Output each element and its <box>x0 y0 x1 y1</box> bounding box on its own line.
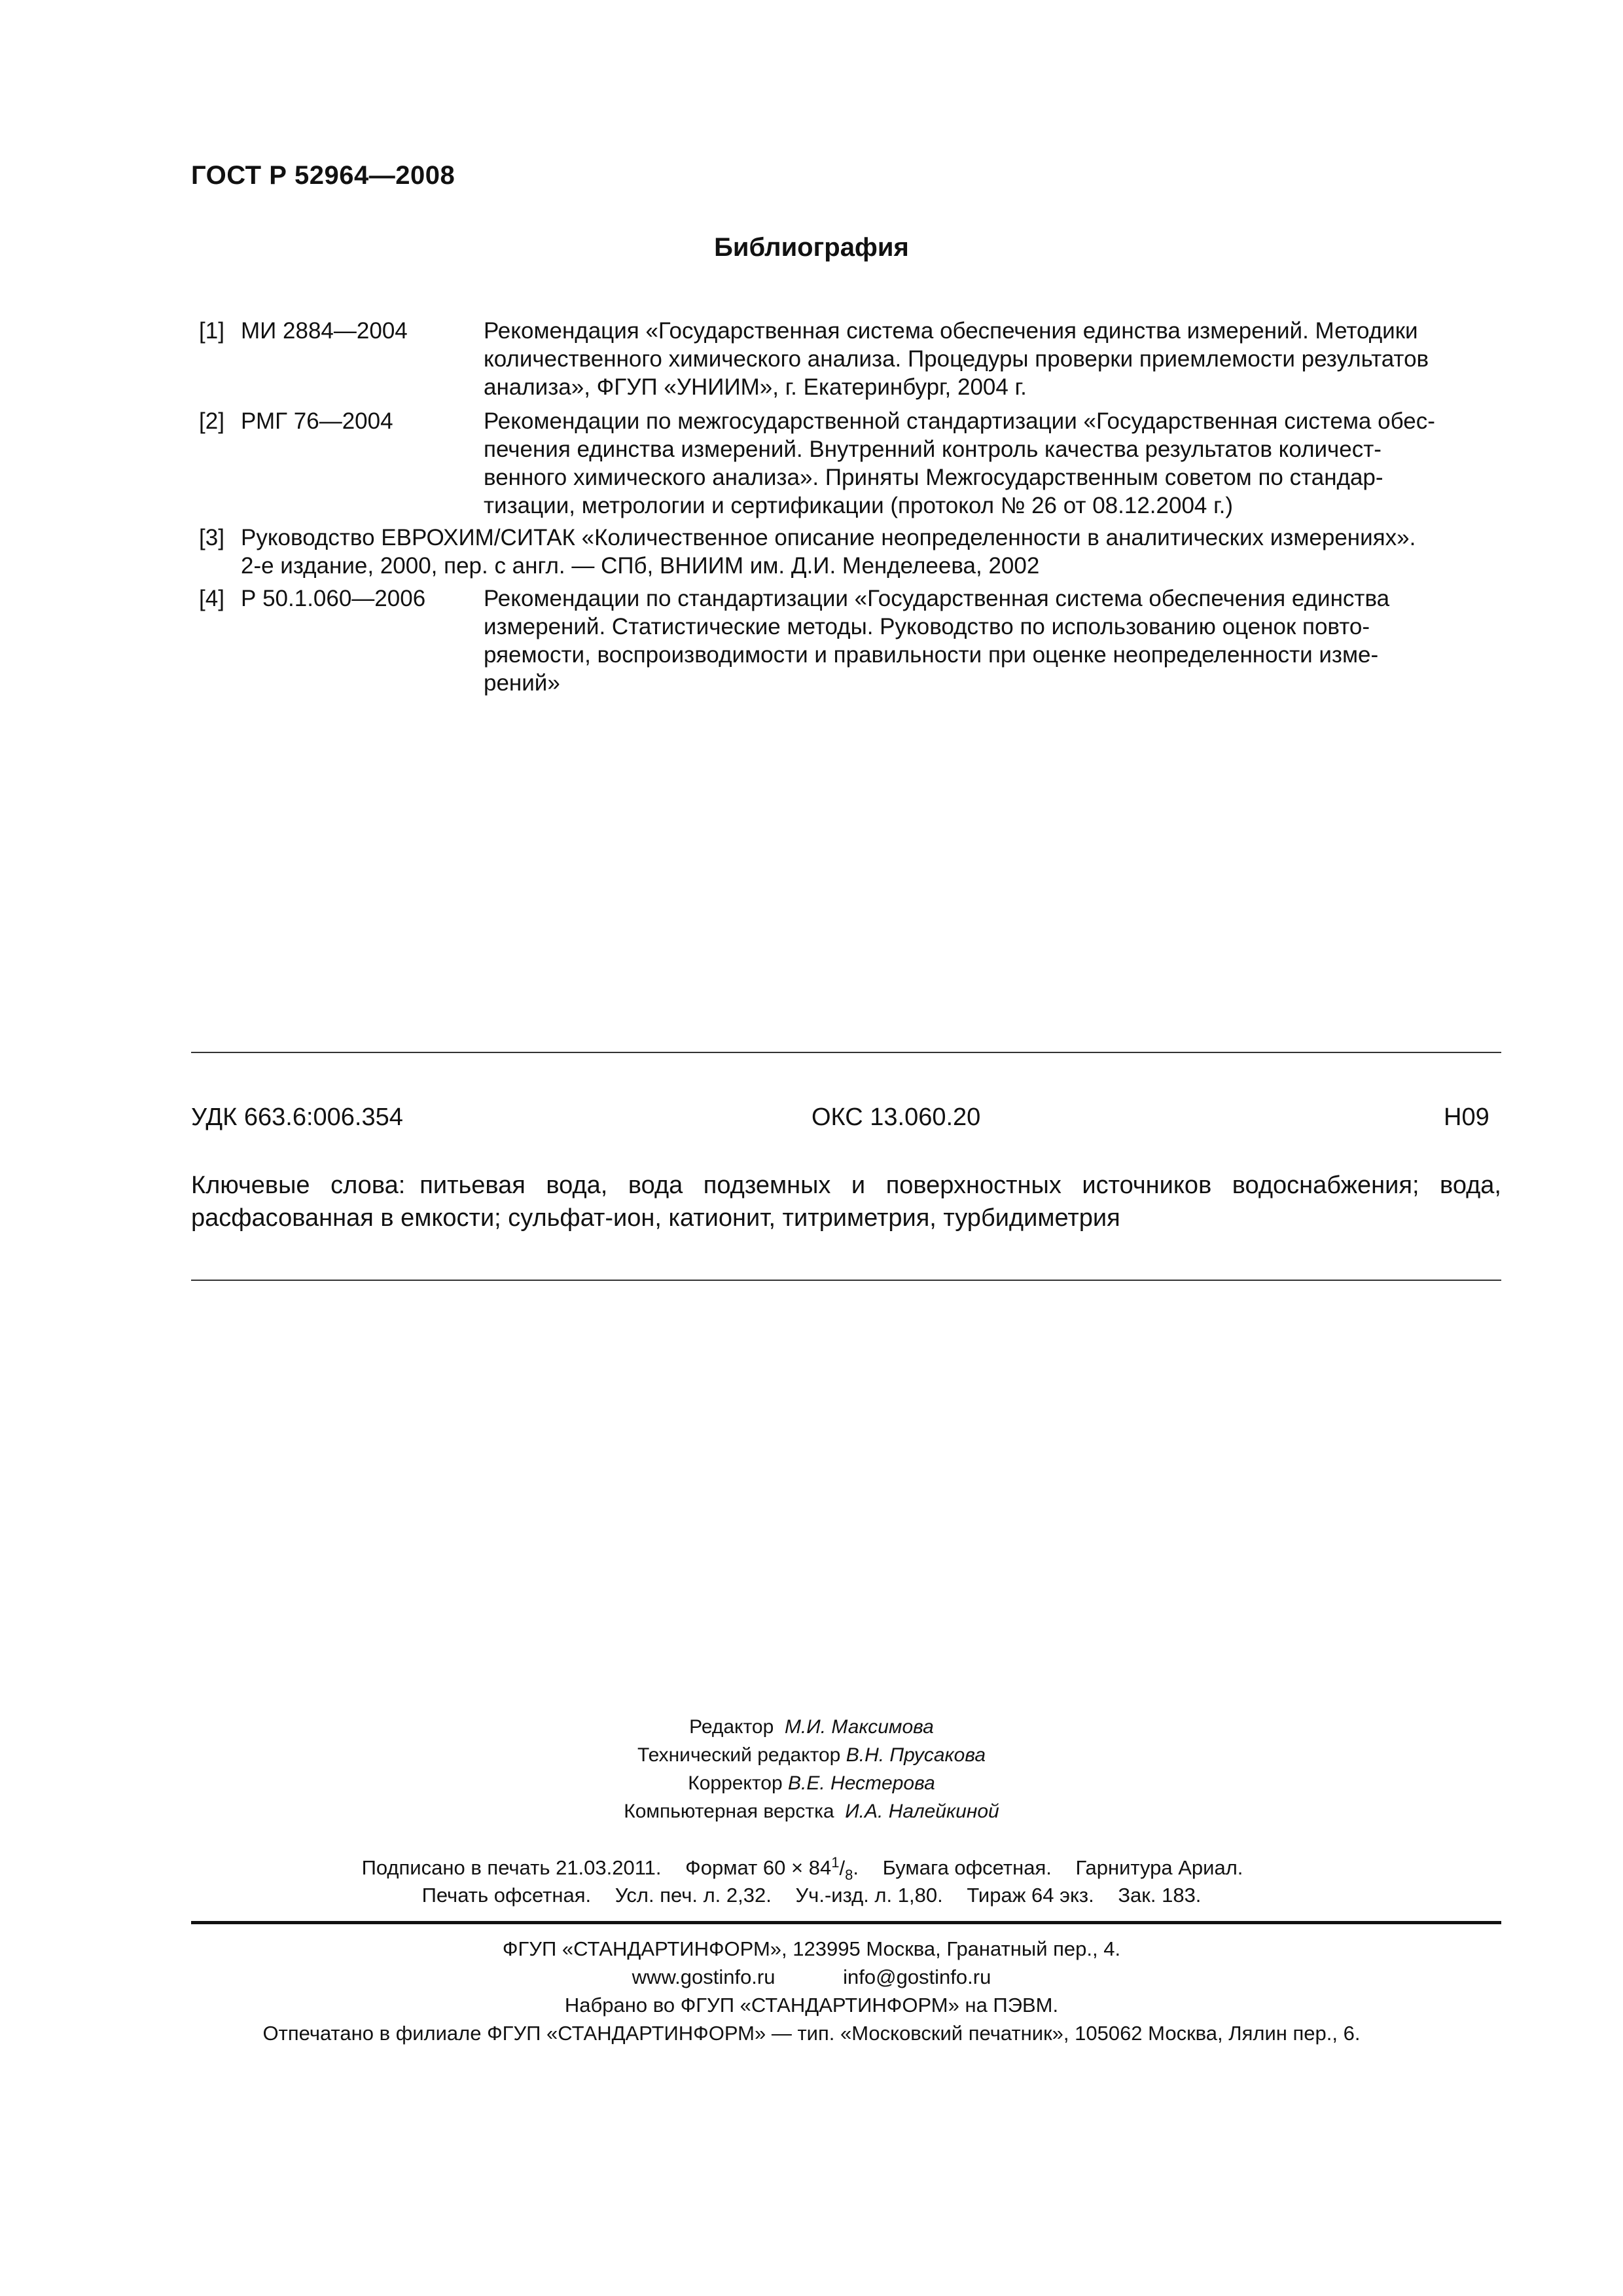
entry-number: [4] <box>199 586 224 611</box>
keywords-block <box>191 1169 1501 1234</box>
entry-text <box>484 317 1496 401</box>
entry-line: измерений. Статистические методы. Руководство по использованию оценок повто- <box>484 614 1370 639</box>
document-header: ГОСТ Р 52964—2008 <box>191 161 455 190</box>
entry-line: анализа», ФГУП «УНИИМ», г. Екатеринбург, 2004 г. <box>484 374 1027 400</box>
credit-corrector <box>0 1771 1623 1796</box>
credit-role: Компьютерная верстка <box>624 1801 834 1822</box>
entry-line: Рекомендации по межгосударственной стандартизации «Государственная система обес- <box>484 408 1435 434</box>
print-info-line-1 <box>0 1854 1623 1884</box>
entry-line: количественного химического анализа. Процедуры проверки приемлемости результатов <box>484 346 1429 372</box>
entry-text <box>484 584 1496 697</box>
oks-code: ОКС 13.060.20 <box>812 1103 981 1131</box>
print-info-line-2 <box>0 1884 1623 1907</box>
format-numerator: 1 <box>831 1854 840 1871</box>
entry-line: печения единства измерений. Внутренний контроль качества результатов количест- <box>484 437 1382 462</box>
section-title: Библиография <box>714 233 909 262</box>
usl-sheets: Усл. печ. л. 2,32. <box>615 1884 772 1907</box>
printing-type: Печать офсетная. <box>421 1884 592 1907</box>
entry-line: ряемости, воспроизводимости и правильности при оценке неопределенности изме- <box>484 642 1379 668</box>
keywords-label: Ключевые слова: <box>191 1172 406 1199</box>
entry-line: тизации, метрологии и сертификации (протокол № 26 от 08.12.2004 г.) <box>484 493 1233 518</box>
publisher-address: ФГУП «СТАНДАРТИНФОРМ», 123995 Москва, Гранатный пер., 4. <box>502 1937 1121 1960</box>
print-run: Тираж 64 экз. <box>967 1884 1094 1907</box>
uch-sheets: Уч.-изд. л. 1,80. <box>795 1884 943 1907</box>
credit-layout <box>0 1799 1623 1824</box>
credit-name: И.А. Налейкиной <box>845 1801 999 1822</box>
typeface: Гарнитура Ариал. <box>1075 1856 1243 1880</box>
credit-role: Редактор <box>689 1716 774 1738</box>
divider-top <box>191 1052 1501 1053</box>
email-link[interactable]: info@gostinfo.ru <box>843 1965 991 1988</box>
divider-publisher <box>191 1921 1501 1924</box>
divider-bottom <box>191 1280 1501 1281</box>
credit-role: Корректор <box>688 1772 783 1794</box>
keywords-text: питьевая вода, вода подземных и поверхностных источников водоснабжения; вода, <box>419 1172 1501 1199</box>
publisher-contacts <box>0 1965 1623 1989</box>
entry-number: [1] <box>199 318 224 344</box>
credit-tech-editor <box>0 1743 1623 1768</box>
printed-note: Отпечатано в филиале ФГУП «СТАНДАРТИНФОРМ» — тип. «Московский печатник», 105062 Москва, Лялин пер., 6. <box>262 2022 1361 2045</box>
order-number: Зак. 183. <box>1118 1884 1202 1907</box>
format-text: Формат 60 × 84 <box>685 1856 832 1880</box>
entry-line: Рекомендация «Государственная система обеспечения единства измерений. Методики <box>484 318 1418 344</box>
website-link[interactable]: www.gostinfo.ru <box>632 1965 776 1988</box>
entry-number: [2] <box>199 408 224 434</box>
entry-line: Рекомендации по стандартизации «Государственная система обеспечения единства <box>484 586 1390 611</box>
format-info: Формат 60 × 841/8. <box>685 1854 859 1883</box>
entry-code: Р 50.1.060—2006 <box>241 586 426 611</box>
keywords-line: расфасованная в емкости; сульфат-ион, катионит, титриметрия, турбидиметрия <box>191 1204 1120 1232</box>
format-suffix: . <box>853 1856 859 1880</box>
credit-editor <box>0 1715 1623 1740</box>
keywords-line <box>191 1169 1501 1202</box>
entry-line: рений» <box>484 670 560 696</box>
credit-name: М.И. Максимова <box>784 1716 934 1738</box>
entry-line: Руководство ЕВРОХИМ/СИТАК «Количественное описание неопределенности в аналитических измерениях». <box>241 525 1416 550</box>
entry-number: [3] <box>199 525 224 550</box>
entry-code: МИ 2884—2004 <box>241 318 408 344</box>
entry-line: 2-е издание, 2000, пер. с англ. — СПб, ВНИИМ им. Д.И. Менделеева, 2002 <box>241 553 1040 579</box>
format-denominator: 8 <box>845 1866 853 1883</box>
credit-name: В.Н. Прусакова <box>846 1744 986 1766</box>
classification-code: Н09 <box>1444 1103 1489 1131</box>
typeset-note: Набрано во ФГУП «СТАНДАРТИНФОРМ» на ПЭВМ. <box>564 1994 1059 2017</box>
signed-date: Подписано в печать 21.03.2011. <box>361 1856 662 1880</box>
credit-role: Технический редактор <box>637 1744 841 1766</box>
entry-text <box>484 407 1496 520</box>
credit-name: В.Е. Нестерова <box>788 1772 935 1794</box>
entry-text <box>241 524 1496 580</box>
entry-line: венного химического анализа». Приняты Межгосударственным советом по стандар- <box>484 465 1383 490</box>
entry-code: РМГ 76—2004 <box>241 408 393 434</box>
udk-code: УДК 663.6:006.354 <box>191 1103 403 1131</box>
paper-type: Бумага офсетная. <box>882 1856 1052 1880</box>
